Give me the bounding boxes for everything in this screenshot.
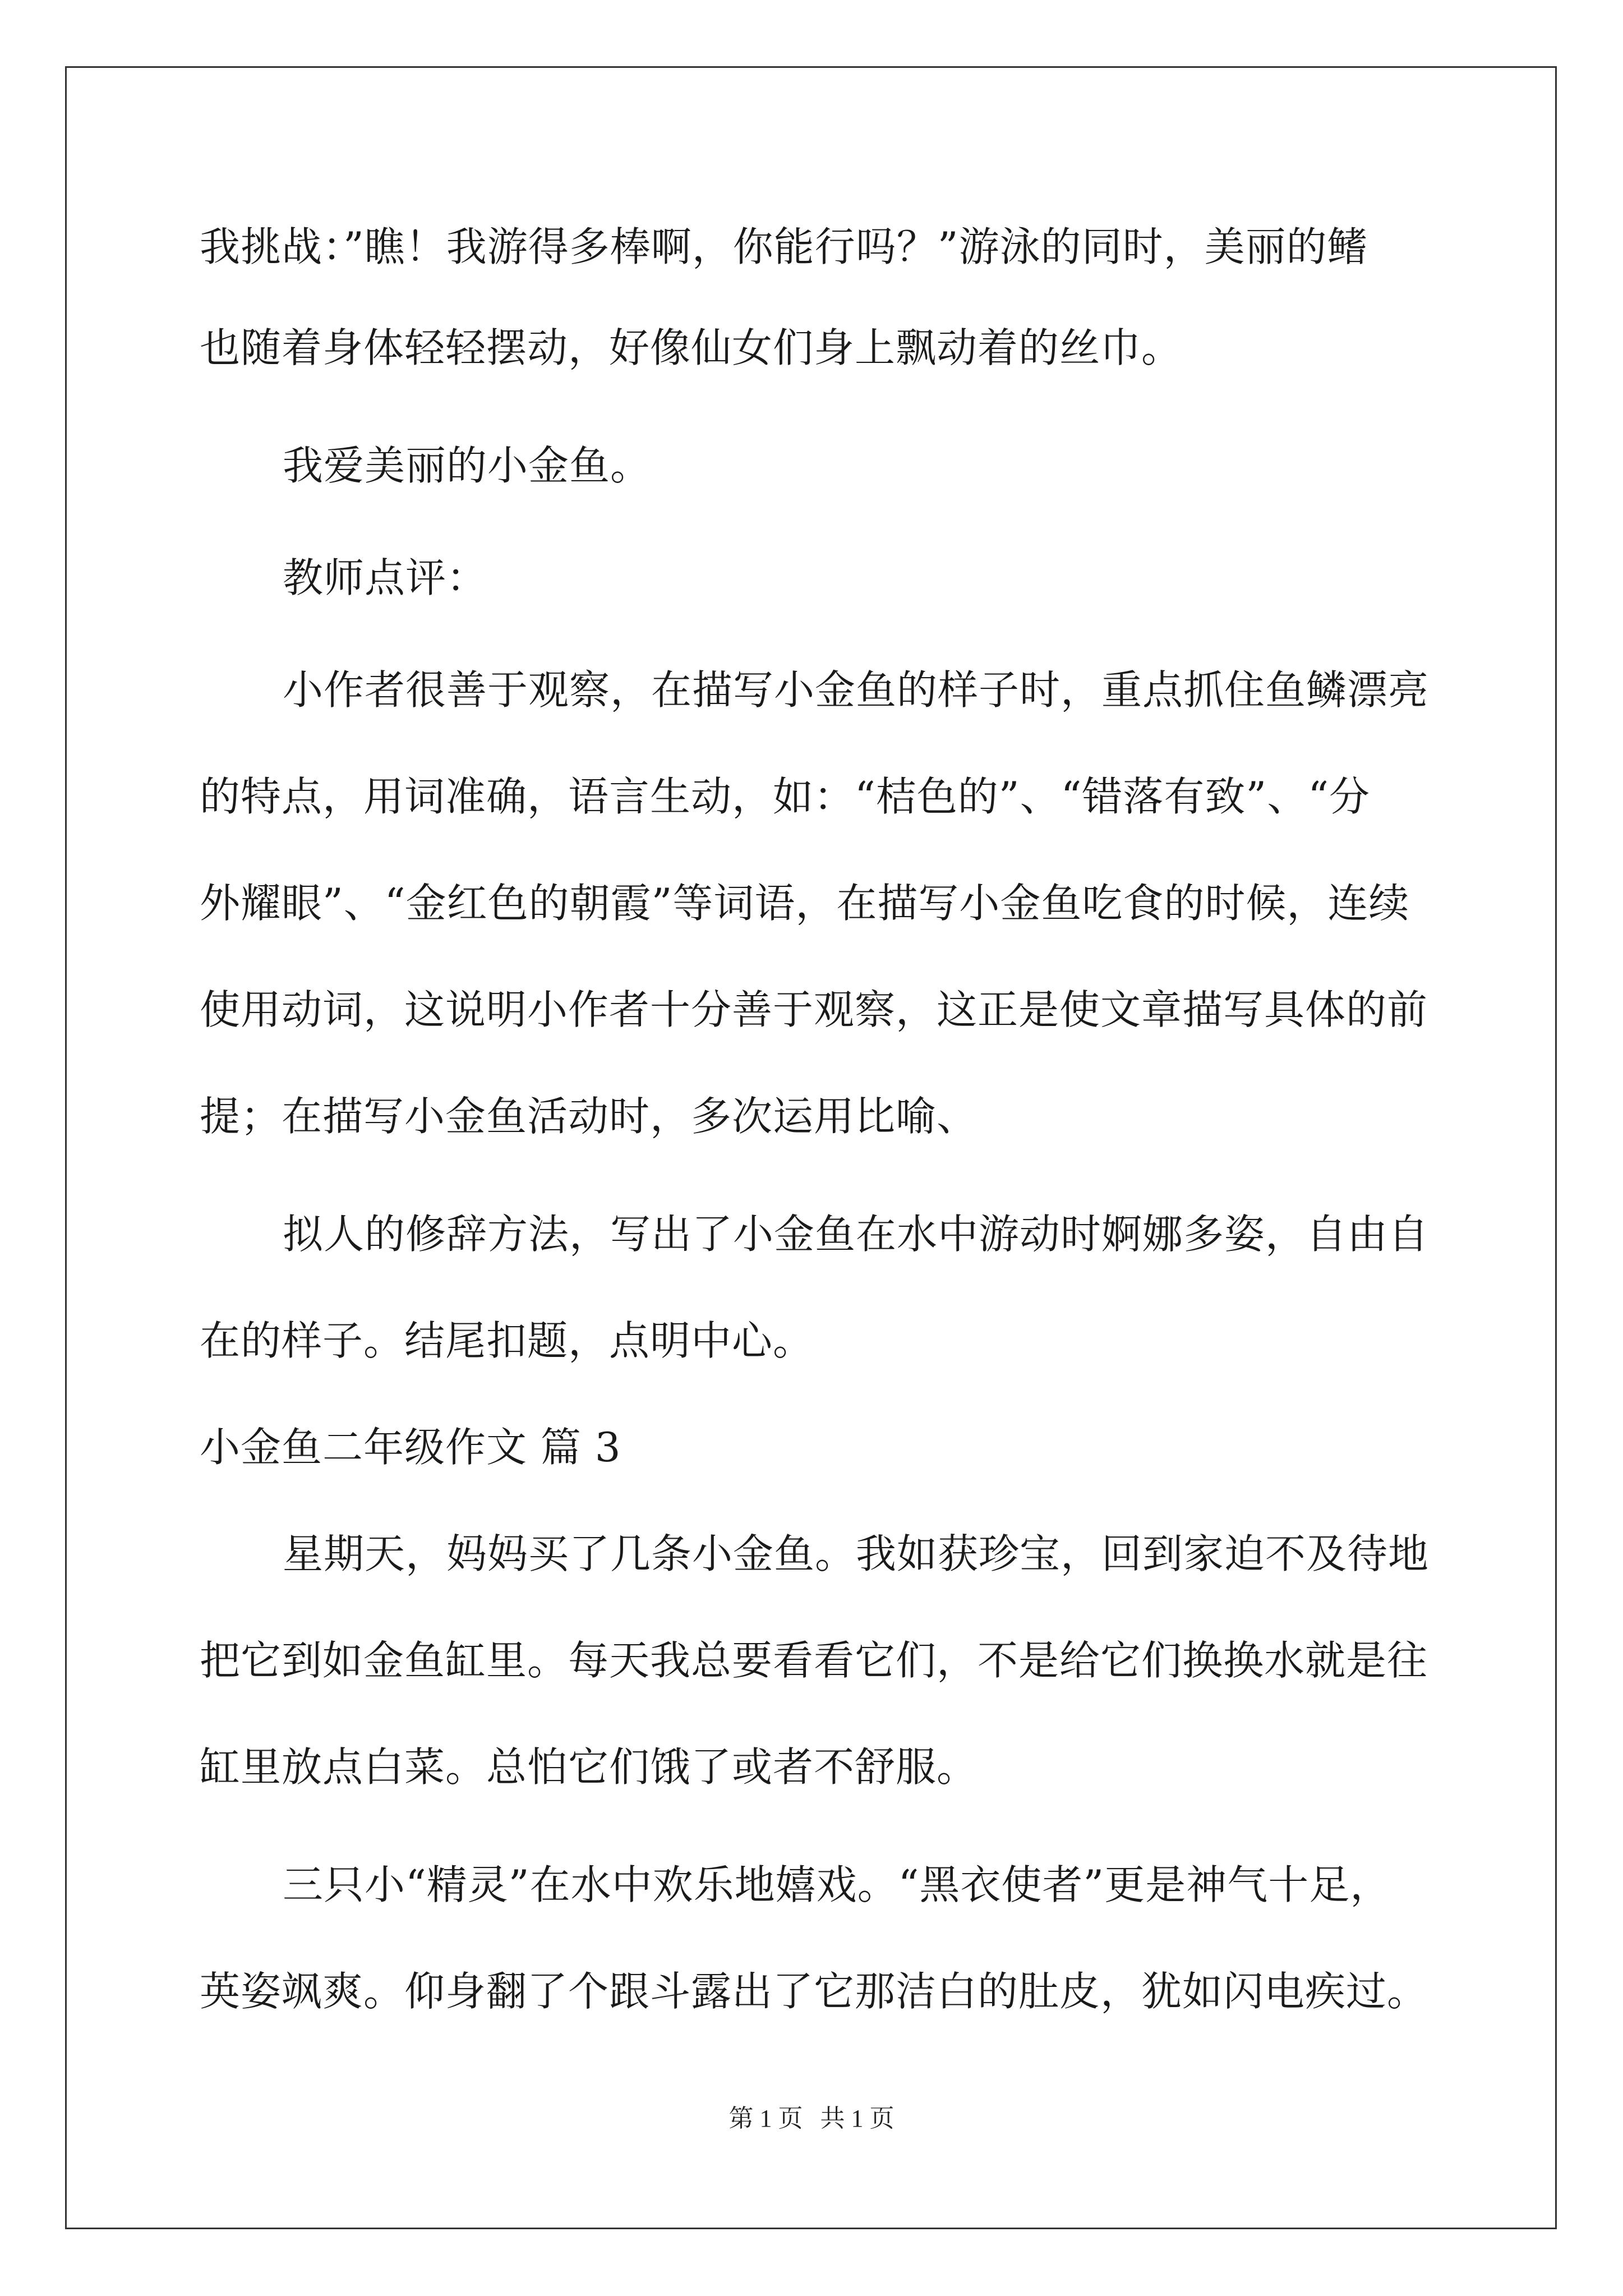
text-line: 在的样子。结尾扣题，点明中心。	[200, 1317, 814, 1364]
text-line: 也随着身体轻轻摆动，好像仙女们身上飘动着的丝巾。	[200, 324, 1183, 371]
text-line: 的特点，用词准确，语言生动，如：“桔色的”、“错落有致”、“分	[200, 773, 1371, 820]
text-line: 我挑战：”瞧！我游得多棒啊，你能行吗？”游泳的同时，美丽的鳍	[200, 223, 1368, 270]
text-line: 使用动词，这说明小作者十分善于观察，这正是使文章描写具体的前	[200, 986, 1428, 1033]
text-line: 外耀眼”、“金红色的朝霞”等词语，在描写小金鱼吃食的时候，连续	[200, 880, 1410, 927]
text-line: 提；在描写小金鱼活动时，多次运用比喻、	[200, 1093, 978, 1140]
paragraph: 我爱美丽的小金鱼。	[283, 442, 652, 489]
text-line: 把它到如金鱼缸里。每天我总要看看它们，不是给它们换换水就是往	[200, 1637, 1428, 1684]
text-line: 拟人的修辞方法，写出了小金鱼在水中游动时婀娜多姿，自由自	[283, 1211, 1430, 1258]
text-line: 英姿飒爽。仰身翻了个跟斗露出了它那洁白的肚皮，犹如闪电疾过。	[200, 1968, 1428, 2015]
page-total: 共 1 页	[820, 2105, 895, 2132]
text-line: 三只小“精灵”在水中欢乐地嬉戏。“黑衣使者”更是神气十足，	[283, 1861, 1391, 1908]
page-footer	[0, 2098, 1623, 2134]
text-line: 缸里放点白菜。总怕它们饿了或者不舒服。	[200, 1743, 978, 1791]
page-number: 第 1 页	[728, 2105, 803, 2132]
paragraph-heading: 教师点评：	[283, 554, 488, 601]
section-title: 小金鱼二年级作文 篇 3	[200, 1424, 621, 1471]
text-line: 小作者很善于观察，在描写小金鱼的样子时，重点抓住鱼鳞漂亮	[283, 666, 1430, 714]
text-line: 星期天，妈妈买了几条小金鱼。我如获珍宝，回到家迫不及待地	[283, 1530, 1430, 1577]
